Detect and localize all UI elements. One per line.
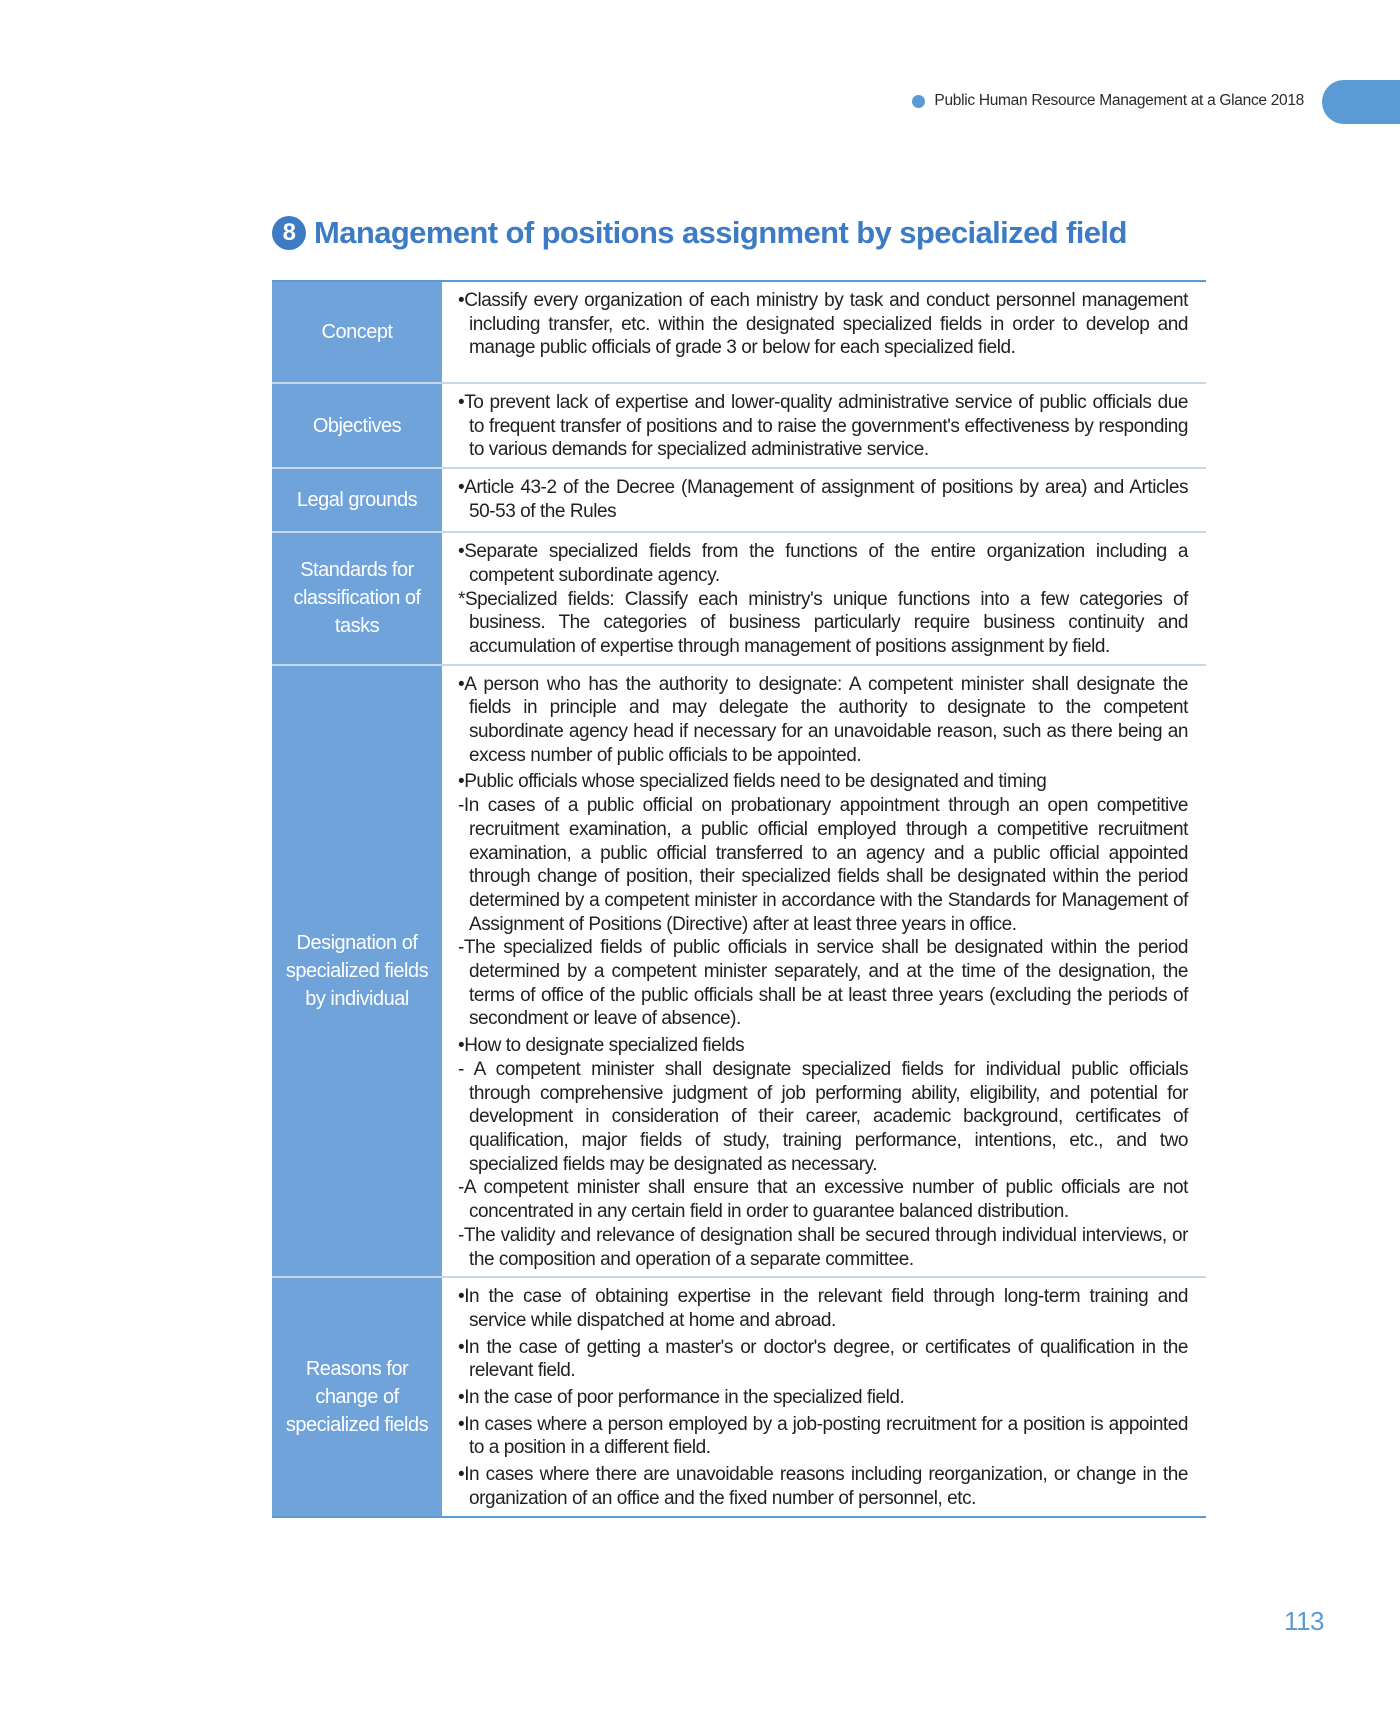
bullet-item: •Separate specialized fields from the functions of the entire organization including a competent subordinate agency.: [458, 541, 1188, 586]
section-title-text: Management of positions assignment by specialized field: [314, 215, 1127, 250]
bullet-item: •In the case of getting a master's or doctor's degree, or certificates of qualification in the relevant field.: [458, 1336, 1188, 1382]
section-number-badge: 8: [272, 216, 306, 250]
row-content-cell: [444, 533, 1206, 664]
row-content-cell: [444, 282, 1206, 382]
row-label-cell: [272, 1278, 444, 1515]
table-row: [272, 282, 1206, 384]
row-label: Legal grounds: [296, 489, 418, 512]
row-label-cell: [272, 666, 444, 1277]
bullet-item: •To prevent lack of expertise and lower-quality administrative service of public officials due to frequent transfer of positions and to raise the government's effectiveness by responding to various demands for specialized administrative service.: [458, 392, 1188, 461]
row-label-cell: [272, 384, 444, 467]
row-label-cell: [272, 469, 444, 531]
sub-item: -In cases of a public official on probationary appointment through an open competitive recruitment examination, a public official employed through a competitive recruitment examination, a public official transferred to an agency and a public official appointed through change of position, their specialized fields shall be designated within the period determined by a competent minister in accordance with the Standards for Management of Assignment of Positions (Directive) after at least three years in office.: [458, 795, 1188, 935]
table-row: [272, 533, 1206, 666]
bullet-item: •Article 43-2 of the Decree (Management of assignment of positions by area) and Articles 50-53 of the Rules: [458, 477, 1188, 522]
bullet-item: •A person who has the authority to designate: A competent minister shall designate the fields in principle and may delegate the authority to designate to the competent subordinate agency head if necessary for an unavoidable reason, such as there being an excess number of public officials to be appointed.: [458, 673, 1188, 766]
section-title: [272, 215, 1127, 251]
sub-item: -A competent minister shall ensure that an excessive number of public officials are not concentrated in any certain field in order to guarantee balanced distribution.: [458, 1177, 1188, 1223]
bullet-dot-icon: [912, 95, 925, 108]
bullet-item: •In the case of poor performance in the specialized field.: [458, 1387, 905, 1409]
bullet-item: •How to designate specialized fields: [458, 1035, 745, 1057]
row-content-cell: [444, 1278, 1206, 1515]
running-header: [912, 92, 1304, 110]
row-label: Designation of specialized fields by individual: [285, 931, 429, 1010]
bullet-item: •Public officials whose specialized fields need to be designated and timing: [458, 771, 1047, 793]
bullet-item: •In cases where there are unavoidable reasons including reorganization, or change in the organization of an office and the fixed number of personnel, etc.: [458, 1464, 1188, 1509]
sub-item: -The validity and relevance of designation shall be secured through individual interviews, or the composition and operation of a separate committee.: [458, 1224, 1188, 1270]
bullet-item: •Classify every organization of each ministry by task and conduct personnel management including transfer, etc. within the designated specialized fields in order to develop and manage public officials of grade 3 or below for each specialized field.: [458, 290, 1188, 359]
info-table: [272, 280, 1206, 1518]
table-row: [272, 1278, 1206, 1515]
running-title: Public Human Resource Management at a Glance 2018: [934, 92, 1304, 109]
row-label: Standards for classification of tasks: [293, 559, 421, 638]
sub-item: *Specialized fields: Classify each ministry's unique functions into a few categories of business. The categories of business particularly require business continuity and accumulation of expertise through management of positions assignment by field.: [458, 588, 1188, 657]
row-content-cell: [444, 469, 1206, 531]
bullet-item: •In cases where a person employed by a job-posting recruitment for a position is appointed to a position in a different field.: [458, 1413, 1188, 1459]
table-row: [272, 469, 1206, 533]
sub-item: - A competent minister shall designate specialized fields for individual public officials through comprehensive judgment of job performing ability, eligibility, and potential for development in consideration of their career, academic background, certificates of qualification, major fields of study, training performance, intentions, etc., and two specialized fields may be designated as necessary.: [458, 1058, 1188, 1175]
row-content-cell: [444, 666, 1206, 1277]
row-label: Concept: [321, 321, 393, 343]
bullet-item: •In the case of obtaining expertise in the relevant field through long-term training and service while dispatched at home and abroad.: [458, 1286, 1188, 1331]
row-label-cell: [272, 533, 444, 664]
table-row: [272, 666, 1206, 1279]
row-label: Reasons for change of specialized fields: [285, 1357, 429, 1436]
row-content-cell: [444, 384, 1206, 467]
page-number: 113: [1284, 1606, 1324, 1636]
sub-item: -The specialized fields of public officials in service shall be designated within the period determined by a competent minister separately, and at the time of the designation, the terms of office of the public officials shall be at least three years (excluding the periods of secondment or leave of absence).: [458, 937, 1188, 1030]
table-row: [272, 384, 1206, 469]
row-label-cell: [272, 282, 444, 382]
row-label: Objectives: [312, 414, 402, 437]
chapter-tab: [1322, 80, 1400, 124]
